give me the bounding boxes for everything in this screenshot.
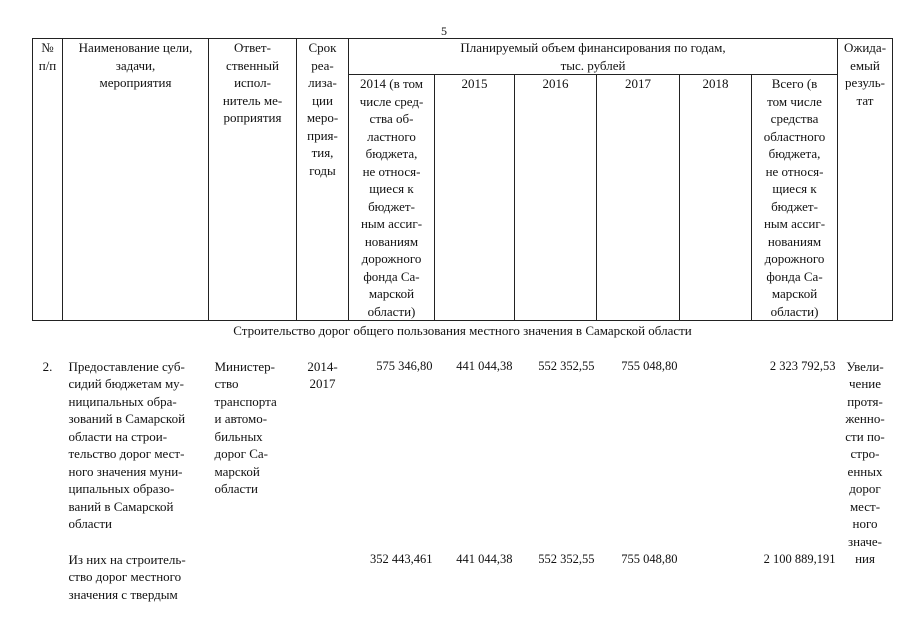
row-2018 — [680, 346, 752, 533]
section-title-row — [33, 321, 893, 346]
row-term — [297, 533, 349, 604]
header-responsible: Ответ- ственный испол- нитель ме- роприятия — [209, 39, 297, 321]
row-2017: 755 048,80 — [621, 358, 678, 373]
header-funding: Планируемый объем финансирования по годам, тыс. рублей — [349, 39, 838, 75]
row-num — [33, 533, 63, 604]
row-num: 2. — [42, 358, 53, 374]
table-row — [33, 346, 893, 533]
row-2014: 575 346,80 — [376, 358, 433, 373]
header-2014: 2014 (в том числе сред- ства об- ластного бюджета, не относя- щиеся к бюджет- ным ассиг- нованиям дорожного фонда Са- марской области) — [349, 75, 435, 321]
header-name: Наименование цели, задачи, мероприятия — [63, 39, 209, 321]
row-name: Предоставление суб- сидий бюджетам му- ниципальных обра- зований в Самарской области на строи- тельство дорог мест- ного значения муни- ципальных образо- ваний в Самарской области — [68, 358, 186, 531]
row-2016: 552 352,55 — [538, 551, 595, 566]
header-term: Срок реа- лиза- ции меро- прия- тия, годы — [297, 39, 349, 321]
row-result: Увели- чение протя- женно- сти по- стро- енных дорог мест- ного значе- ния — [845, 358, 885, 566]
header-2015: 2015 — [435, 75, 515, 321]
row-total: 2 323 792,53 — [769, 358, 836, 373]
row-total: 2 100 889,191 — [763, 551, 836, 566]
header-result: Ожида- емый резуль- тат — [838, 39, 893, 321]
header-num: № п/п — [33, 39, 63, 321]
row-responsible — [209, 533, 297, 604]
row-2017: 755 048,80 — [621, 551, 678, 566]
row-2014: 352 443,461 — [370, 551, 433, 566]
header-2017: 2017 — [597, 75, 680, 321]
page-number: 5 — [441, 24, 447, 38]
row-responsible: Министер- ство транспорта и автомо- бильных дорог Са- марской области — [214, 358, 277, 496]
header-total: Всего (в том числе средства областного бюджета, не относя- щиеся к бюджет- ным ассиг- нованиям дорожного фонда Са- марской области) — [752, 75, 838, 321]
table-header-row — [33, 39, 893, 75]
row-2015: 441 044,38 — [456, 551, 513, 566]
row-term: 2014- 2017 — [307, 358, 338, 391]
table-row — [33, 533, 893, 604]
header-2018: 2018 — [680, 75, 752, 321]
row-2015: 441 044,38 — [456, 358, 513, 373]
header-2016: 2016 — [515, 75, 597, 321]
row-name: Из них на строитель- ство дорог местного значения с твердым — [68, 551, 186, 602]
financing-table — [32, 38, 893, 603]
row-2018 — [680, 533, 752, 604]
row-2016: 552 352,55 — [538, 358, 595, 373]
section-title: Строительство дорог общего пользования местного значения в Самарской области — [233, 323, 692, 338]
